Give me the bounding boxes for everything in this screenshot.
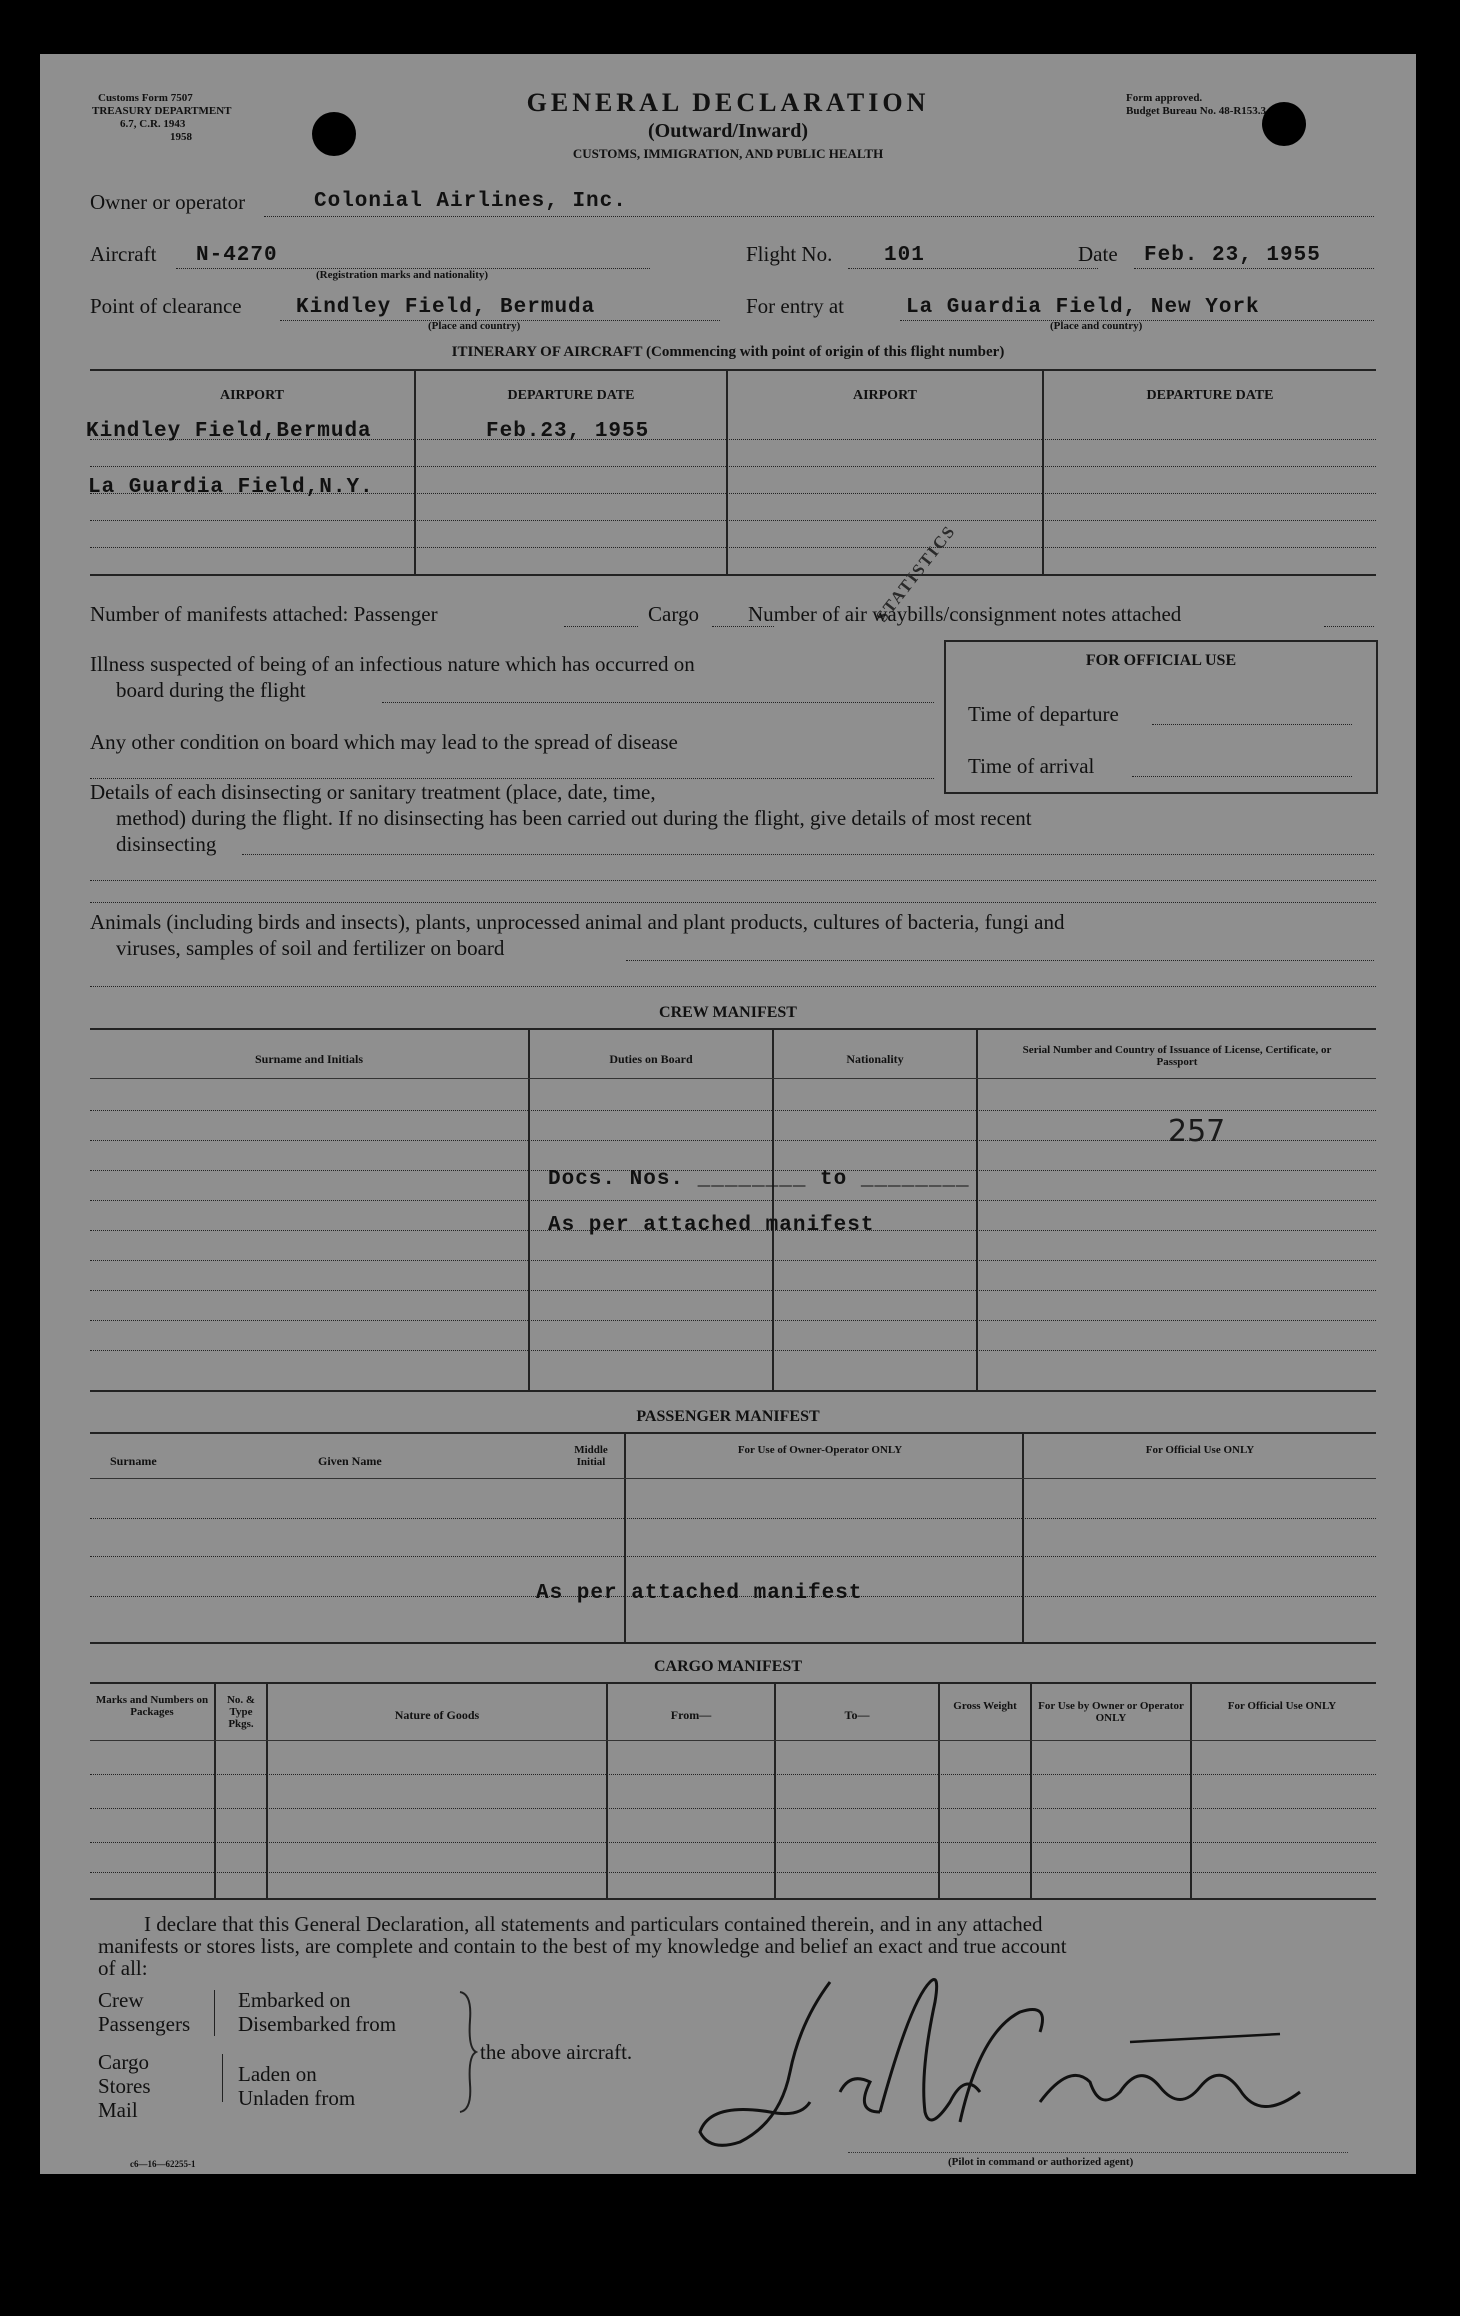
clearance-caption: (Place and country) [428,320,521,332]
form-subtitle-2: CUSTOMS, IMMIGRATION, AND PUBLIC HEALTH [572,146,884,161]
decl-passengers: Passengers [98,2012,191,2036]
official-arrival-label: Time of arrival [968,754,1095,778]
passenger-col-owner: For Use of Owner-Operator ONLY [737,1444,903,1456]
owner-label: Owner or operator [90,190,246,214]
declaration-line-1: I declare that this General Declaration, all statements and particulars contained therein, and in any attached [144,1912,1043,1936]
flight-label: Flight No. [746,242,833,266]
decl-mail: Mail [98,2098,138,2122]
aircraft-caption: (Registration marks and nationality) [316,269,489,281]
manifests-cargo-label: Cargo [648,602,699,626]
passenger-col-middle: Middle Initial [574,1444,608,1468]
passenger-manifest-heading: PASSENGER MANIFEST [636,1408,820,1425]
crew-col-surname: Surname and Initials [254,1052,364,1066]
form-approved: Form approved. [1126,92,1203,104]
cargo-col-to: To— [844,1708,870,1722]
clearance-label: Point of clearance [90,294,242,318]
itinerary-row-1-date: Feb.23, 1955 [486,420,650,443]
crew-as-per-attached: As per attached manifest [548,1214,875,1237]
animals-line-1: Animals (including birds and insects), plants, unprocessed animal and plant products, cultures of bacteria, fungi and [90,910,1065,934]
details-line-3: disinsecting [116,832,217,856]
crew-manifest-heading: CREW MANIFEST [659,1004,797,1021]
passenger-as-per-attached: As per attached manifest [536,1582,863,1605]
illness-line-2: board during the flight [116,678,306,702]
form-regulation: 6.7, C.R. 1943 [120,118,186,130]
itinerary-heading: ITINERARY OF AIRCRAFT (Commencing with point of origin of this flight number) [451,344,1005,360]
footer-code: c6—16—62255-1 [130,2159,196,2169]
official-use-heading: FOR OFFICIAL USE [1085,652,1237,669]
crew-col-nationality: Nationality [846,1052,904,1066]
passenger-col-surname: Surname [110,1454,157,1468]
date-value: Feb. 23, 1955 [1144,244,1321,267]
decl-crew: Crew [98,1988,144,2012]
official-departure-label: Time of departure [968,702,1119,726]
crew-handwritten-number: 257 [1168,1114,1226,1149]
cargo-col-goods: Nature of Goods [394,1708,480,1722]
cargo-col-owner: For Use by Owner or Operator ONLY [1038,1700,1184,1724]
form-year: 1958 [170,131,192,143]
cargo-col-official: For Official Use ONLY [1227,1700,1337,1712]
details-line-1: Details of each disinsecting or sanitary treatment (place, date, time, [90,780,656,804]
statistics-stamp: STATISTICS [872,521,960,626]
cargo-manifest-heading: CARGO MANIFEST [653,1658,802,1675]
details-line-2: method) during the flight. If no disinsecting has been carried out during the flight, give details of most recent [116,806,1032,830]
other-condition: Any other condition on board which may lead to the spread of disease [90,730,678,754]
flight-value: 101 [884,244,925,267]
crew-col-duties: Duties on Board [609,1052,693,1066]
cargo-col-marks: Marks and Numbers on Packages [95,1694,209,1718]
declaration-brace [458,1990,478,2114]
itinerary-row-2-airport: La Guardia Field,N.Y. [88,476,374,499]
form-department: TREASURY DEPARTMENT [92,105,232,117]
crew-col-serial: Serial Number and Country of Issuance of License, Certificate, or Passport [1022,1044,1332,1068]
aircraft-label: Aircraft [90,242,157,266]
declaration-form [40,54,1416,2174]
cargo-col-weight: Gross Weight [953,1700,1017,1712]
itinerary-col-airport-2: AIRPORT [852,388,918,403]
decl-unladen: Unladen from [238,2086,356,2110]
entry-caption: (Place and country) [1050,320,1143,332]
budget-bureau: Budget Bureau No. 48-R153.3 [1126,105,1267,117]
owner-value: Colonial Airlines, Inc. [314,190,627,213]
form-number: Customs Form 7507 [98,92,193,104]
decl-above-aircraft: the above aircraft. [480,2040,633,2064]
itinerary-col-date-2: DEPARTURE DATE [1146,388,1274,403]
signature-caption: (Pilot in command or authorized agent) [948,2156,1134,2168]
pilot-signature [680,1962,1340,2162]
date-label: Date [1078,242,1118,266]
decl-embarked: Embarked on [238,1988,351,2012]
itinerary-row-1-airport: Kindley Field,Bermuda [86,420,372,443]
passenger-col-official: For Official Use ONLY [1145,1444,1255,1456]
clearance-value: Kindley Field, Bermuda [296,296,596,319]
illness-line-1: Illness suspected of being of an infectious nature which has occurred on [90,652,695,676]
crew-docs-nos: Docs. Nos. ________ to ________ [548,1168,970,1191]
form-subtitle: (Outward/Inward) [647,120,808,142]
declaration-line-3: of all: [98,1956,148,1980]
aircraft-value: N-4270 [196,244,278,267]
waybills-label: Number of air waybills/consignment notes attached [748,602,1182,626]
itinerary-col-date-1: DEPARTURE DATE [507,388,635,403]
decl-disembarked: Disembarked from [238,2012,397,2036]
animals-line-2: viruses, samples of soil and fertilizer on board [116,936,505,960]
passenger-col-given: Given Name [318,1454,382,1468]
entry-label: For entry at [746,294,844,318]
decl-cargo: Cargo [98,2050,149,2074]
decl-laden: Laden on [238,2062,317,2086]
itinerary-col-airport-1: AIRPORT [219,388,285,403]
entry-value: La Guardia Field, New York [906,296,1260,319]
cargo-col-from: From— [670,1708,712,1722]
decl-stores: Stores [98,2074,151,2098]
cargo-col-pkgs: No. & Type Pkgs. [226,1694,256,1730]
manifests-passenger-label: Number of manifests attached: Passenger [90,602,438,626]
declaration-line-2: manifests or stores lists, are complete and contain to the best of my knowledge and belief an exact and true account [98,1934,1067,1958]
form-title: GENERAL DECLARATION [526,88,930,117]
